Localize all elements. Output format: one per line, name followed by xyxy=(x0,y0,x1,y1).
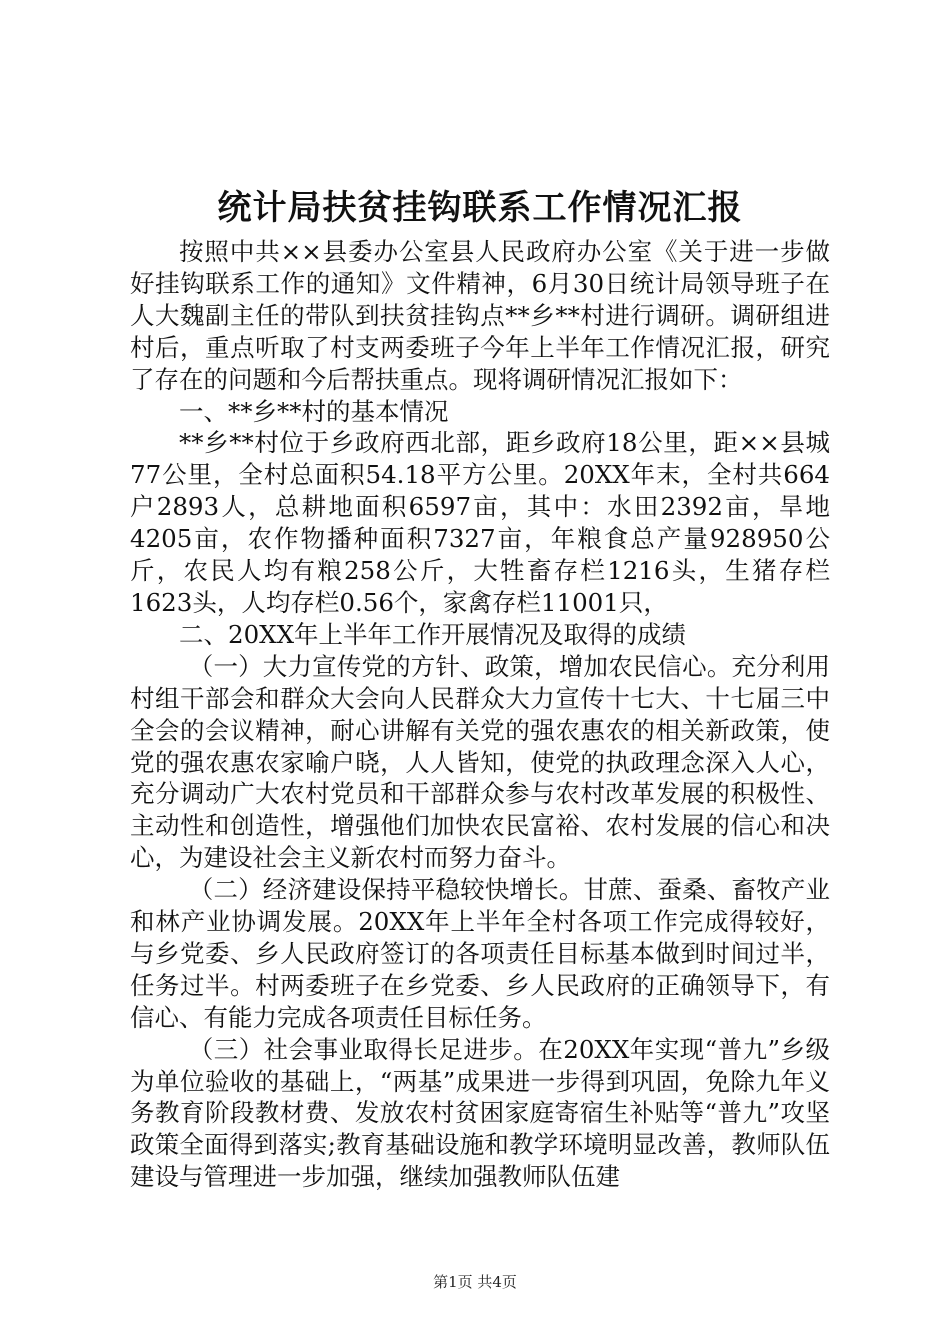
subsection-paragraph-1: （一）大力宣传党的方针、政策，增加农民信心。充分利用村组干部会和群众大会向人民群众大力宣传十七大、十七届三中全会的会议精神，耐心讲解有关党的强农惠农的相关新政策，使党的强农惠农家喻户晓，人人皆知，使党的执政理念深入人心，充分调动广大农村党员和干部群众参与农村改革发展的积极性、主动性和创造性，增强他们加快农民富裕、农村发展的信心和决心，为建设社会主义新农村而努力奋斗。 xyxy=(130,651,830,873)
subsection-paragraph-2: （二）经济建设保持平稳较快增长。甘蔗、蚕桑、畜牧产业和林产业协调发展。20XX年上半年全村各项工作完成得较好，与乡党委、乡人民政府签订的各项责任目标基本做到时间过半，任务过半。村两委班子在乡党委、乡人民政府的正确领导下，有信心、有能力完成各项责任目标任务。 xyxy=(130,875,830,1032)
basic-info-paragraph: **乡**村位于乡政府西北部，距乡政府18公里，距××县城77公里，全村总面积54.18平方公里。20XX年末，全村共664户2893人，总耕地面积6597亩，其中：水田2392亩，旱地4205亩，农作物播种面积7327亩，年粮食总产量928950公斤，农民人均有粮258公斤，大牲畜存栏1216头，生猪存栏1623头，人均存栏0.56个，家禽存栏11001只， xyxy=(130,428,830,617)
section-heading-2: 二、20XX年上半年工作开展情况及取得的成绩 xyxy=(179,619,687,649)
document-title: 统计局扶贫挂钩联系工作情况汇报 xyxy=(217,188,743,228)
document-body xyxy=(130,236,830,1193)
subsection-paragraph-3: （三）社会事业取得长足进步。在20XX年实现“普九”乡级为单位验收的基础上，“两基”成果进一步得到巩固，免除九年义务教育阶段教材费、发放农村贫困家庭寄宿生补贴等“普九”攻坚政策全面得到落实;教育基础设施和教学环境明显改善，教师队伍建设与管理进一步加强，继续加强教师队伍建 xyxy=(130,1034,830,1192)
intro-paragraph: 按照中共××县委办公室县人民政府办公室《关于进一步做好挂钩联系工作的通知》文件精神，6月30日统计局领导班子在人大魏副主任的带队到扶贫挂钩点**乡**村进行调研。调研组进村后，重点听取了村支两委班子今年上半年工作情况汇报，研究了存在的问题和今后帮扶重点。现将调研情况汇报如下： xyxy=(130,237,830,394)
section-heading-1: 一、**乡**村的基本情况 xyxy=(179,396,449,426)
page-footer: 第1页 共4页 xyxy=(433,1273,517,1291)
